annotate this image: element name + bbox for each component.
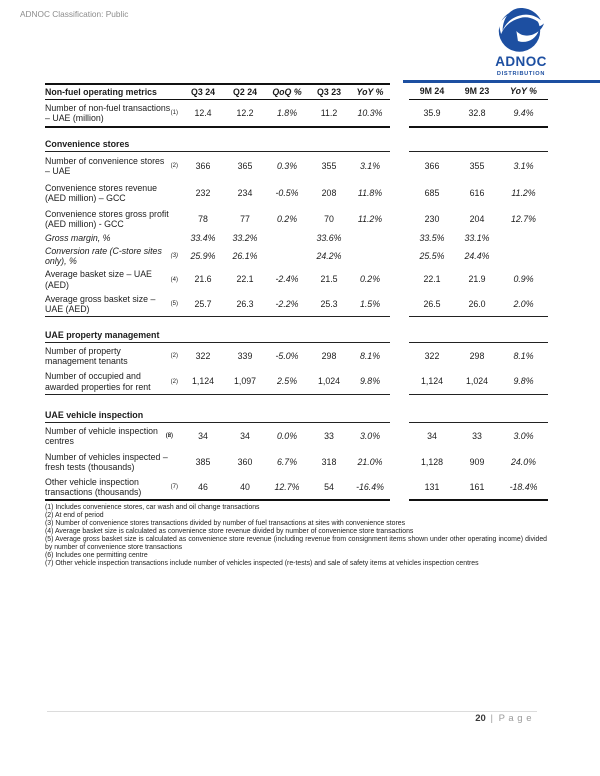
metric-value: 33: [324, 430, 334, 441]
metric-value: [350, 245, 390, 267]
footnote: (3) Number of convenience stores transactions divided by number of fuel transactions at sites with convenience stores: [45, 519, 406, 527]
table-spacer: [45, 317, 548, 327]
metric-value: 54: [324, 481, 334, 492]
metric-value: 3.1%: [359, 160, 381, 171]
metric-label: Number of property management tenants (2): [45, 345, 178, 366]
metric-value: 230: [424, 213, 440, 224]
adnoc-logo: [489, 8, 553, 77]
metric-value: 35.9: [423, 107, 441, 118]
metric-value: 322: [195, 350, 211, 361]
footer-rule: [47, 711, 537, 712]
footer-page-label: P a g e: [498, 713, 532, 724]
metric-value: 1,024: [317, 376, 340, 387]
metric-value: 8.1%: [513, 350, 534, 361]
metric-value: 3.1%: [513, 160, 534, 171]
page-footer: [475, 713, 532, 724]
metric-value: 339: [237, 350, 253, 361]
metric-value: 1,124: [191, 376, 214, 387]
metric-value: [350, 232, 390, 245]
metric-value: 33.1%: [464, 233, 490, 244]
table-title: Non-fuel operating metrics: [45, 86, 157, 97]
section-row: [45, 138, 548, 152]
metric-value: 32.8: [468, 107, 486, 118]
metric-label: Number of vehicles inspected – fresh tests (thousands): [45, 451, 168, 472]
metric-value: 9.4%: [513, 107, 534, 118]
metric-value: 1,128: [420, 456, 443, 467]
metric-label: Number of convenience stores – UAE (2): [45, 155, 178, 176]
metric-value: 34: [240, 430, 250, 441]
metric-value: 34: [198, 430, 208, 441]
metric-value: 24.4%: [464, 250, 490, 261]
metric-value: 2.0%: [513, 298, 534, 309]
metric-value: 12.2: [236, 107, 254, 118]
metric-value: -2.4%: [275, 274, 299, 285]
metric-label: Other vehicle inspection transactions (thousands) (7): [45, 476, 178, 497]
metric-value: 25.5%: [419, 250, 445, 261]
metric-label: Number of non-fuel transactions – UAE (million) (1): [45, 102, 178, 123]
table-row: [45, 232, 548, 245]
section-row: [45, 407, 548, 423]
metric-value: 3.0%: [359, 430, 381, 441]
falcon-icon: [498, 8, 544, 54]
footnote: (7) Other vehicle inspection transactions include number of vehicles inspected (re-tests) and sale of safety items at vehicles inspection centres: [45, 559, 479, 567]
metric-value: 1,024: [465, 376, 488, 387]
metric-value: 298: [469, 350, 485, 361]
metric-value: 366: [195, 160, 211, 171]
metric-value: 11.8%: [357, 187, 383, 198]
metric-value: 1.8%: [276, 107, 298, 118]
metric-value: 0.2%: [359, 274, 381, 285]
metric-value: 34: [427, 430, 437, 441]
column-header: 9M 24: [419, 85, 445, 96]
metric-value: 22.1: [423, 274, 441, 285]
metric-value: 355: [469, 160, 485, 171]
metric-label: Number of vehicle inspection centres (2)(6): [45, 425, 174, 446]
metric-value: 322: [424, 350, 440, 361]
metric-value: -16.4%: [356, 481, 384, 492]
metric-value: 78: [198, 213, 208, 224]
metric-value: 22.1: [236, 274, 254, 285]
metric-value: 33.2%: [232, 233, 258, 244]
footnote: (6) Includes one permitting centre: [45, 551, 148, 559]
metrics-table: [45, 83, 548, 501]
metric-value: 70: [324, 213, 334, 224]
metric-value: 1.5%: [359, 298, 381, 309]
metric-value: 11.2%: [357, 213, 383, 224]
column-header: QoQ %: [272, 86, 302, 97]
table-row: [45, 449, 548, 475]
metric-label: Convenience stores revenue (AED million) – GCC: [45, 182, 157, 203]
table-row: [45, 180, 548, 206]
column-header: Q3 23: [317, 86, 341, 97]
metric-value: 0.3%: [276, 160, 298, 171]
metric-value: 360: [237, 456, 253, 467]
logo-wordmark: ADNOC: [495, 54, 547, 69]
table-row: [45, 206, 548, 232]
column-header: YoY %: [510, 85, 537, 96]
metric-label: Average gross basket size – UAE (AED) (5): [45, 293, 178, 314]
logo-subtitle: DISTRIBUTION: [496, 70, 546, 77]
table-row: [45, 423, 548, 449]
metric-value: 25.3: [320, 298, 338, 309]
metric-value: 234: [237, 187, 253, 198]
metric-value: 6.7%: [276, 456, 298, 467]
metric-value: 24.0%: [511, 456, 536, 467]
classification-label: ADNOC Classification: Public: [20, 9, 129, 19]
metric-value: 298: [321, 350, 337, 361]
metric-value: 9.8%: [513, 376, 534, 387]
metric-label: Average basket size – UAE (AED) (4): [45, 269, 178, 290]
metric-value: 11.2%: [511, 187, 536, 198]
metric-value: 25.9%: [190, 250, 216, 261]
metric-value: 232: [195, 187, 211, 198]
table-row: [45, 152, 548, 180]
metric-value: 26.1%: [232, 250, 258, 261]
metric-value: 40: [240, 481, 250, 492]
section-title: UAE property management: [45, 329, 160, 340]
table-row: [45, 100, 548, 128]
footnotes: [45, 504, 547, 568]
metric-value: 355: [321, 160, 337, 171]
footnote: (2) At end of period: [45, 511, 104, 519]
metric-value: 10.3%: [357, 107, 383, 118]
metric-value: [266, 245, 308, 267]
table-header-row: [45, 83, 548, 100]
table-spacer: [45, 395, 548, 407]
column-header: 9M 23: [464, 85, 490, 96]
footer-separator: |: [490, 713, 493, 724]
table-row: [45, 343, 548, 369]
metric-label: Gross margin, %: [45, 233, 111, 244]
metric-value: 33.6%: [316, 233, 342, 244]
metric-value: 3.0%: [513, 430, 534, 441]
metric-value: 366: [424, 160, 440, 171]
metric-value: 909: [469, 456, 485, 467]
metric-value: 26.0: [468, 298, 486, 309]
metric-value: 8.1%: [359, 350, 381, 361]
metric-value: 0.2%: [276, 213, 298, 224]
metric-value: 318: [321, 456, 337, 467]
metric-value: -2.2%: [275, 298, 299, 309]
metric-value: 204: [469, 213, 485, 224]
table-spacer: [45, 128, 548, 138]
metric-value: 9.8%: [359, 376, 381, 387]
table-row: [45, 292, 548, 317]
metric-value: 21.6: [194, 274, 212, 285]
page-number: 20: [475, 713, 486, 724]
metric-value: 12.4: [194, 107, 212, 118]
metric-value: 12.7%: [511, 213, 536, 224]
column-header: Q3 24: [191, 86, 215, 97]
column-header: Q2 24: [233, 86, 257, 97]
column-header: YoY %: [356, 86, 384, 97]
metric-label: Number of occupied and awarded properties for rent (2): [45, 371, 178, 392]
metric-value: 77: [240, 213, 250, 224]
metric-value: 33.4%: [190, 233, 216, 244]
table-row: [45, 245, 548, 267]
metric-value: 46: [198, 481, 208, 492]
metric-value: 1,124: [420, 376, 443, 387]
metric-value: 12.7%: [274, 481, 300, 492]
metric-value: 0.9%: [513, 274, 534, 285]
metric-value: 21.0%: [357, 456, 383, 467]
metric-value: [499, 232, 548, 245]
metric-value: 11.2: [320, 107, 338, 118]
footnote: (1) Includes convenience stores, car wash and oil change transactions: [45, 504, 260, 511]
metric-value: 1,097: [233, 376, 256, 387]
metric-value: -0.5%: [275, 187, 299, 198]
metric-value: 0.0%: [276, 430, 298, 441]
metric-value: -18.4%: [509, 481, 538, 492]
metric-value: 26.5: [423, 298, 441, 309]
section-title: Convenience stores: [45, 138, 130, 149]
metric-value: 616: [469, 187, 485, 198]
metric-label: Conversion rate (C-store sites only), % (3): [45, 245, 178, 266]
metric-value: 131: [424, 481, 440, 492]
footnote: (4) Average basket size is calculated as convenience store revenue divided by number of convenience store transactions: [45, 527, 414, 535]
table-row: [45, 369, 548, 395]
metric-value: 161: [469, 481, 485, 492]
metric-value: 21.5: [320, 274, 338, 285]
metric-value: -5.0%: [275, 350, 299, 361]
metric-value: 208: [321, 187, 337, 198]
metric-label: Convenience stores gross profit (AED million) - GCC: [45, 208, 169, 229]
metric-value: 24.2%: [316, 250, 342, 261]
footnote: (5) Average gross basket size is calculated as convenience store revenue (including revenue from consignment items shown under other operating income) divided by number of convenience store transactions: [45, 535, 547, 551]
section-row: [45, 327, 548, 343]
metric-value: 33: [472, 430, 482, 441]
metric-value: 25.7: [194, 298, 212, 309]
metric-value: [499, 245, 548, 267]
metric-value: 2.5%: [276, 376, 298, 387]
metric-value: [266, 232, 308, 245]
metric-value: 33.5%: [419, 233, 445, 244]
metric-value: 385: [195, 456, 211, 467]
table-row: [45, 475, 548, 501]
metric-value: 685: [424, 187, 440, 198]
section-title: UAE vehicle inspection: [45, 409, 144, 420]
table-row: [45, 267, 548, 292]
metric-value: 365: [237, 160, 253, 171]
metric-value: 26.3: [236, 298, 254, 309]
metric-value: 21.9: [468, 274, 486, 285]
